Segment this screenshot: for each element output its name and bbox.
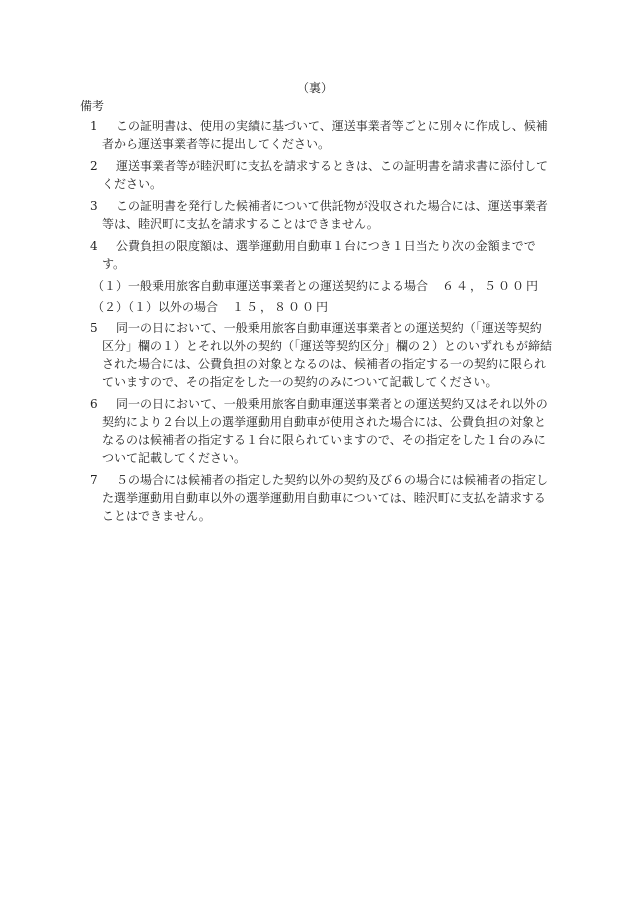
remark-item-2 — [80, 157, 552, 193]
limit-amount: １５，８００円 — [232, 300, 331, 314]
remark-text: ５の場合には候補者の指定した契約以外の契約及び６の場合には候補者の指定した選挙運動用自動車以外の選挙運動用自動車については、睦沢町に支払を請求することはできません。 — [102, 473, 549, 523]
remark-number: 2 — [90, 159, 98, 173]
remark-number: 3 — [90, 199, 98, 213]
remark-item-6 — [80, 395, 552, 467]
page-side-label: （裏） — [296, 81, 333, 95]
remark-text: 同一の日において、一般乗用旅客自動車運送事業者との運送契約又はそれ以外の契約により２台以上の選挙運動用自動車が使用された場合には、公費負担の対象となるのは候補者の指定する１台に限られていますので、その指定をした１台のみについて記載してください。 — [102, 397, 548, 465]
remark-number: 1 — [90, 119, 98, 133]
remark-number: 5 — [90, 321, 98, 335]
remark-item-5 — [80, 319, 552, 391]
remark-item-4 — [80, 237, 552, 273]
remark-text: 運送事業者等が睦沢町に支払を請求するときは、この証明書を請求書に添付してください。 — [102, 159, 549, 191]
remark-item-7 — [80, 471, 552, 525]
remarks-list — [80, 117, 552, 529]
remark-text: この証明書は、使用の実績に基づいて、運送事業者等ごとに別々に作成し、候補者から運送事業者等に提出してください。 — [102, 119, 548, 151]
limit-item-1 — [80, 277, 552, 295]
remark-number: 6 — [90, 397, 98, 411]
remark-text: この証明書を発行した候補者について供託物が没収された場合には、運送事業者等は、睦沢町に支払を請求することはできません。 — [102, 199, 548, 231]
remark-item-1 — [80, 117, 552, 153]
remark-number: 4 — [90, 239, 98, 253]
limit-item-2 — [80, 298, 552, 316]
limit-amount: ６４，５００円 — [442, 279, 541, 293]
remark-text: 公費負担の限度額は、選挙運動用自動車１台につき１日当たり次の金額までです。 — [102, 239, 536, 271]
remark-number: 7 — [90, 473, 98, 487]
remark-item-3 — [80, 197, 552, 233]
limit-label: （１）一般乗用旅客自動車運送事業者との運送契約による場合 — [92, 279, 429, 293]
remarks-heading: 備考 — [80, 99, 105, 113]
limit-label: （２）（１）以外の場合 — [92, 300, 219, 314]
remark-text: 同一の日において、一般乗用旅客自動車運送事業者との運送契約（「運送等契約区分」欄の１）とそれ以外の契約（「運送等契約区分」欄の２）とのいずれもが締結された場合には、公費負担の対象となるのは、候補者の指定する一の契約に限られていますので、その指定をした一の契約のみについて記載してください。 — [102, 321, 553, 389]
